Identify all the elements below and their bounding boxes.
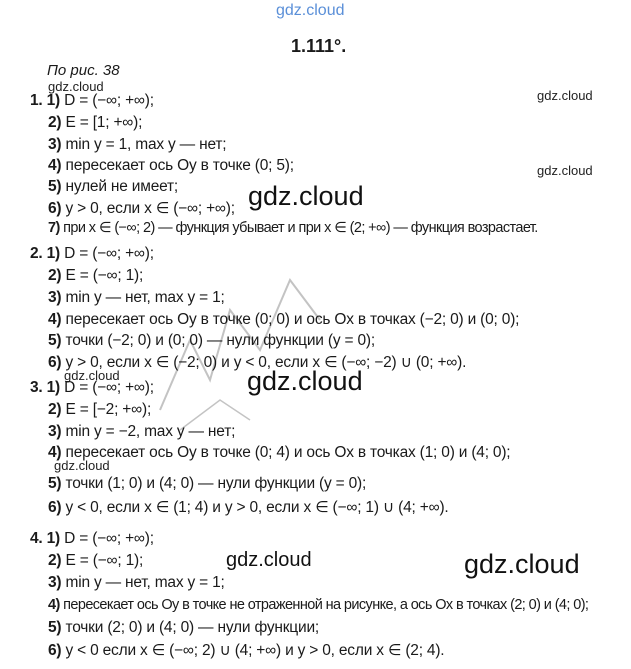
line-number: 5) [48, 332, 62, 349]
list-item [48, 353, 466, 372]
line-number: 2) [48, 114, 62, 131]
item-number: 3. [30, 379, 43, 396]
watermark-large: gdz.cloud [248, 181, 364, 211]
watermark-small: gdz.cloud [54, 458, 110, 473]
line-text: min y = 1, max y — нет; [65, 136, 227, 153]
line-number: 4) [48, 597, 60, 613]
line-number: 6) [48, 499, 62, 516]
exercise-subtitle: По рис. 38 [47, 62, 120, 79]
watermark-large: gdz.cloud [247, 366, 363, 396]
line-text: пересекает ось Oy в точке (0; 5); [65, 157, 294, 174]
list-item [48, 401, 151, 419]
line-text: при x ∈ (−∞; 2) — функция убывает и при x ∈ (2; +∞) — функция возрастает. [63, 220, 538, 236]
line-number: 5) [48, 178, 62, 195]
line-number: 1) [46, 379, 61, 396]
watermark-large: gdz.cloud [226, 549, 312, 571]
list-item [48, 267, 143, 285]
line-number: 6) [48, 642, 62, 659]
line-number: 6) [48, 354, 62, 371]
line-text: пересекает ось Oy в точке (0; 4) и ось Ox в точках (1; 0) и (4; 0); [65, 444, 511, 461]
watermark-small: gdz.cloud [537, 88, 593, 103]
list-item [48, 178, 178, 196]
line-number: 2) [48, 552, 62, 569]
list-item [30, 379, 154, 397]
list-item [48, 311, 519, 329]
list-item [48, 136, 226, 154]
list-item [30, 245, 154, 263]
line-number: 4) [48, 444, 62, 461]
line-text: нулей не имеет; [65, 178, 179, 195]
line-number: 3) [48, 574, 62, 591]
item-number: 2. [30, 245, 43, 262]
list-item [48, 220, 538, 236]
line-text: y < 0 если x ∈ (−∞; 2) ∪ (4; +∞) и y > 0, если x ∈ (2; 4). [65, 642, 445, 659]
line-number: 5) [48, 619, 62, 636]
line-text: точки (1; 0) и (4; 0) — нули функции (y = 0); [65, 475, 367, 492]
line-number: 2) [48, 401, 62, 418]
watermark-small: gdz.cloud [64, 368, 120, 383]
list-item [48, 619, 319, 637]
list-item [48, 289, 225, 307]
line-text: min y — нет, max y = 1; [65, 289, 225, 306]
line-number: 1) [46, 92, 61, 109]
list-item [48, 332, 375, 350]
line-number: 4) [48, 157, 62, 174]
line-text: E = [−2; +∞); [65, 401, 152, 418]
line-number: 2) [48, 267, 62, 284]
list-item [48, 199, 235, 218]
list-item [48, 444, 510, 462]
line-number: 1) [46, 530, 61, 547]
line-text: E = (−∞; 1); [65, 267, 144, 284]
list-item [48, 574, 225, 592]
line-text: y < 0, если x ∈ (1; 4) и y > 0, если x ∈ (−∞; 1) ∪ (4; +∞). [65, 499, 449, 516]
line-text: E = (−∞; 1); [65, 552, 144, 569]
list-item [48, 114, 142, 132]
watermark-small: gdz.cloud [537, 163, 593, 178]
line-text: пересекает ось Oy в точке (0; 0) и ось Ox в точках (−2; 0) и (0; 0); [65, 311, 520, 328]
list-item [48, 475, 366, 493]
watermark-top: gdz.cloud [276, 2, 345, 19]
line-number: 7) [48, 220, 60, 236]
line-number: 3) [48, 136, 62, 153]
list-item [48, 597, 588, 613]
line-text: E = [1; +∞); [65, 114, 143, 131]
watermark-large: gdz.cloud [464, 549, 580, 579]
list-item [30, 92, 154, 110]
line-number: 5) [48, 475, 62, 492]
line-text: min y = −2, max y — нет; [65, 423, 236, 440]
list-item [48, 498, 449, 517]
list-item [30, 530, 154, 548]
line-text: y > 0, если x ∈ (−∞; +∞); [65, 200, 235, 217]
line-text: min y — нет, max y = 1; [65, 574, 225, 591]
line-text: D = (−∞; +∞); [64, 92, 154, 109]
list-item [48, 552, 143, 570]
line-text: точки (−2; 0) и (0; 0) — нули функции (y = 0); [65, 332, 375, 349]
line-text: D = (−∞; +∞); [64, 245, 154, 262]
exercise-title: 1.111°. [291, 36, 347, 56]
line-number: 6) [48, 200, 62, 217]
item-number: 4. [30, 530, 43, 547]
line-text: точки (2; 0) и (4; 0) — нули функции; [65, 619, 320, 636]
list-item [48, 641, 444, 660]
line-text: D = (−∞; +∞); [64, 530, 154, 547]
line-number: 1) [46, 245, 61, 262]
line-text: D = (−∞; +∞); [64, 379, 154, 396]
line-text: пересекает ось Oy в точке не отраженной на рисунке, а ось Ox в точках (2; 0) и (4; 0); [63, 597, 589, 613]
item-number: 1. [30, 92, 43, 109]
line-number: 3) [48, 289, 62, 306]
line-number: 4) [48, 311, 62, 328]
line-text: y > 0, если x ∈ (−2; 0) и y < 0, если x ∈ (−∞; −2) ∪ (0; +∞). [65, 354, 467, 371]
list-item [48, 423, 235, 441]
watermark-small: gdz.cloud [48, 79, 104, 94]
line-number: 3) [48, 423, 62, 440]
list-item [48, 157, 294, 175]
